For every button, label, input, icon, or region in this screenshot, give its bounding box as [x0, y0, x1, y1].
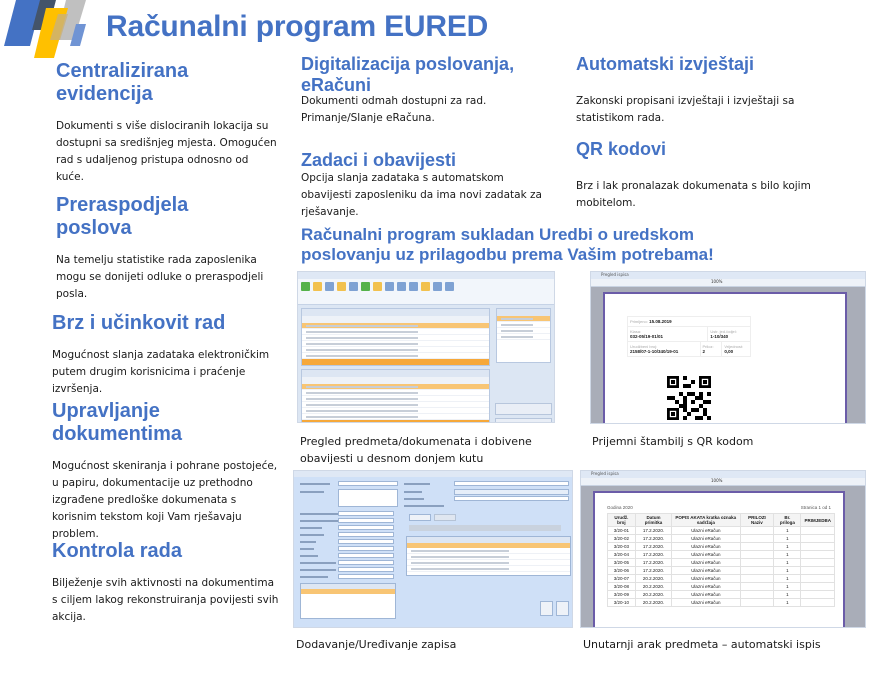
table-row: 3/20-09 20.2.2020. Ulazni eRačun 1 — [608, 591, 835, 599]
screenshot-qr-stamp: Pregled ispisa 100% Primljeno: 15.08.2019 Klasa: 032-05/19-01/01 Ustr. jed./odjel: 1-10/340 Urudžbeni broj: 2158/07-1-10/340/19-01 Priloz: 2 Vrijednost: 0,00 — [590, 271, 866, 424]
feature-title-zadaci: Zadaci i obavijesti — [301, 150, 457, 170]
table-row: 3/20-10 20.2.2020. Ulazni eRačun 1 — [608, 599, 835, 607]
caption-screenshot-3: Dodavanje/Uređivanje zapisa — [296, 638, 457, 651]
feature-text-upravljanje: Mogućnost skeniranja i pohrane postojeće, u papiru, dokumentacije uz prethodno izgrađene predloške dokumenata s korisnim tekstom koji Vam rješavaju problem. — [52, 460, 278, 540]
feature-text-digitalizacija: Dokumenti odmah dostupni za rad. Primanje/Slanje eRačuna. — [301, 95, 487, 124]
notification-popup — [495, 403, 552, 415]
table-row: 3/20-05 17.2.2020. Ulazni eRačun 1 — [608, 559, 835, 567]
screenshot-add-edit-form — [293, 470, 573, 628]
feature-title-qr: QR kodovi — [576, 139, 667, 159]
qr-code-icon — [667, 376, 711, 420]
feature-text-zadaci: Opcija slanja zadataka s automatskom obavijesti zaposleniku da ima novi zadatak za rješavanje. — [301, 172, 542, 218]
caption-screenshot-1: Pregled predmeta/dokumenata i dobivene obavijesti u desnom donjem kutu — [300, 435, 532, 465]
feature-text-kontrola: Bilježenje svih aktivnosti na dokumentima s ciljem lakog rekonstruiranja povijesti svih akcija. — [52, 577, 279, 623]
feature-title-brz: Brz i učinkovit rad — [52, 312, 226, 334]
eured-logo — [4, 0, 94, 58]
feature-text-centralizirana: Dokumenti s više dislociranih lokacija su dostupni sa središnjeg mjesta. Omogućen rad s udaljenog pristupa odnosno od kuće. — [56, 120, 277, 183]
feature-text-qr: Brz i lak pronalazak dokumenata s bilo kojim mobitelom. — [576, 180, 811, 209]
highlight-text: Računalni program sukladan Uredbi o uredskom poslovanju uz prilagodbu prema Vašim potrebama! — [301, 225, 714, 264]
case-sheet-table: Urudž. broj Datum primitka POPIS AKATA kratka oznaka sadržaja PRILOZI Naziv Br. priloga PRIMJEDBA 3/20-01 17.2.2020. Ulazni eRačun 1 3/20-02 17.2.2020. Ulazni eRačun 1 3/20-03 17.2.2020. Ulazni eRačun 1 3/20-04 17.2.2020. Ulazni eRačun 1 3/20-05 17.2.2020. Ulazni eRačun 1 3/20-06 17.2.2020. Ulazni eRačun 1 3/20-07 20.2.2020. Ulazni eRačun 1 3/20-08 20.2.2020. Ulazni eRačun 1 3/20-09 20.2.2020. Ulazni eRačun 1 3/20-10 20.2.2020. Ulazni eRačun 1 — [607, 513, 835, 607]
table-row: 3/20-06 17.2.2020. Ulazni eRačun 1 — [608, 567, 835, 575]
cancel-button[interactable] — [540, 601, 553, 616]
feature-title-digitalizacija: Digitalizacija poslovanja, eRačuni — [301, 54, 515, 95]
save-button[interactable] — [556, 601, 569, 616]
feature-text-brz: Mogućnost slanja zadataka elektroničkim putem drugim korisnicima i praćenje izvršenja. — [52, 349, 270, 395]
feature-title-izvjestaji: Automatski izvještaji — [576, 54, 755, 74]
table-row: 3/20-03 17.2.2020. Ulazni eRačun 1 — [608, 543, 835, 551]
table-row: 3/20-01 17.2.2020. Ulazni eRačun 1 — [608, 527, 835, 535]
feature-title-kontrola: Kontrola rada — [52, 540, 183, 562]
caption-screenshot-4: Unutarnji arak predmeta – automatski ispis — [583, 638, 821, 651]
table-row: 3/20-02 17.2.2020. Ulazni eRačun 1 — [608, 535, 835, 543]
scan-button[interactable] — [409, 514, 431, 521]
caption-screenshot-2: Prijemni štambilj s QR kodom — [592, 435, 754, 448]
feature-text-preraspodjela: Na temelju statistike rada zaposlenika mogu se donijeti odluke o preraspodjeli posla. — [56, 254, 264, 300]
table-row: 3/20-07 20.2.2020. Ulazni eRačun 1 — [608, 575, 835, 583]
feature-title-preraspodjela: Preraspodjela poslova — [56, 194, 189, 239]
screenshot-case-sheet: Pregled ispisa 100% Godina 2020 Stranica 1 od 1 Urudž. broj Datum primitka POPIS AKATA kratka oznaka sadržaja PRILOZI Naziv Br. priloga PRIMJEDBA 3/20-01 17.2.2020. Ulazni eRačun 1 3/20-02 17.2.2020. Ulazni eRačun 1 3/20-03 17.2.2020. Ulazni eRačun 1 3/20-04 17.2.2020. Ulazni eRačun 1 3/20-05 17.2.2020. Ulazni eRačun 1 3/20-06 17.2.2020. Ulazni eRačun 1 3/20-07 20.2.2020. Ulazni eRačun 1 3/20-08 20.2.2020. Ulazni eRačun 1 3/20-09 20.2.2020. Ulazni eRačun 1 3/20-10 20.2.2020. Ulazni eRačun 1 — [580, 470, 866, 628]
screenshot-predmeti-overview — [297, 271, 555, 423]
notification-popup — [495, 418, 552, 423]
page-title: Računalni program EURED — [106, 10, 489, 43]
feature-title-upravljanje: Upravljanje dokumentima — [52, 400, 183, 445]
browse-button[interactable] — [434, 514, 456, 521]
table-row: 3/20-08 20.2.2020. Ulazni eRačun 1 — [608, 583, 835, 591]
feature-text-izvjestaji: Zakonski propisani izvještaji i izvještaji sa statistikom rada. — [576, 95, 795, 124]
table-row: 3/20-04 17.2.2020. Ulazni eRačun 1 — [608, 551, 835, 559]
feature-title-centralizirana: Centralizirana evidencija — [56, 60, 189, 105]
